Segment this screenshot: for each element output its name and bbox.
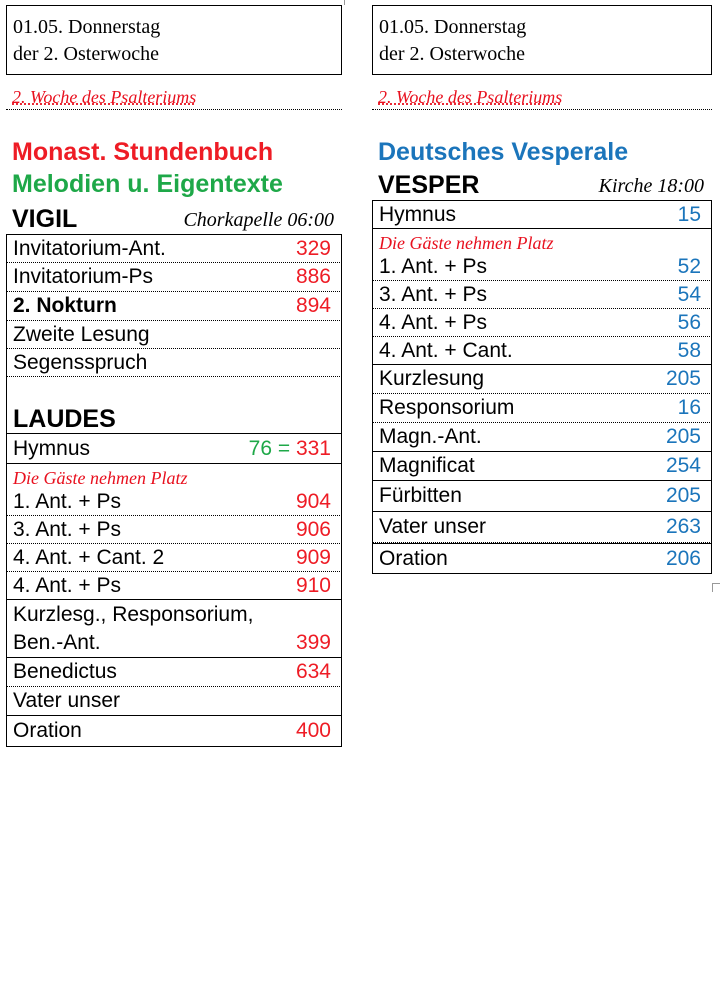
equals-sign: = <box>277 436 291 460</box>
row-label: Hymnus <box>379 202 457 226</box>
row-page: 400 <box>295 719 331 742</box>
row-label: Responsorium <box>379 396 515 419</box>
right-column <box>372 5 712 574</box>
laudes-row <box>6 544 342 572</box>
week-line: der 2. Osterwoche <box>13 43 160 65</box>
laudes-row <box>6 516 342 544</box>
row-page: 15 <box>677 202 701 226</box>
row-page: 909 <box>295 545 331 569</box>
kurz-row <box>6 629 342 658</box>
row-label: Magn.-Ant. <box>379 425 482 448</box>
row-label: 4. Ant. + Ps <box>13 573 121 597</box>
row-label: 3. Ant. + Ps <box>13 517 121 541</box>
row-label: 4. Ant. + Cant. 2 <box>13 545 165 569</box>
psalter-week-text: 2. Woche des Psalteriums <box>12 87 197 107</box>
row-page: 205 <box>665 484 701 507</box>
guests-note: Die Gäste nehmen Platz <box>372 229 712 253</box>
tail-row <box>6 716 342 747</box>
tail-row <box>6 658 342 687</box>
row-page: 910 <box>295 573 331 597</box>
book-subtitle: Melodien u. Eigentexte <box>12 170 283 198</box>
book-title: Monast. Stundenbuch <box>12 138 274 166</box>
hymnus-row <box>6 433 342 464</box>
hymnus-row <box>372 200 712 229</box>
row-page: 54 <box>677 282 701 306</box>
date-line: 01.05. Donnerstag <box>379 16 527 38</box>
row-page: 886 <box>295 265 331 288</box>
row-page: 906 <box>295 517 331 541</box>
row-page: 16 <box>677 396 701 419</box>
hymnus-alt-page: 76 <box>248 436 272 460</box>
date-line: 01.05. Donnerstag <box>13 16 161 38</box>
vesper-row <box>372 452 712 481</box>
row-page: 399 <box>295 631 331 654</box>
vesper-place-time: Kirche 18:00 <box>598 175 704 197</box>
vigil-row <box>6 321 342 349</box>
row-label: Vater unser <box>13 689 120 712</box>
row-label: Ben.-Ant. <box>13 631 101 654</box>
vigil-row <box>6 234 342 263</box>
row-page: 205 <box>665 367 701 390</box>
kurz-line: Kurzlesg., Responsorium, <box>6 600 342 629</box>
book-title: Deutsches Vesperale <box>378 138 629 166</box>
week-line: der 2. Osterwoche <box>379 43 526 65</box>
row-label: Kurzlesung <box>379 367 485 390</box>
vesper-row <box>372 337 712 365</box>
date-box <box>6 5 342 75</box>
row-page: 56 <box>677 310 701 334</box>
laudes-heading: LAUDES <box>6 405 342 433</box>
vesper-row <box>372 394 712 423</box>
row-label: Invitatorium-Ant. <box>13 236 166 260</box>
psalter-week <box>6 75 342 110</box>
section-gap <box>6 377 342 405</box>
row-page: 894 <box>295 294 331 317</box>
psalter-week-text: 2. Woche des Psalteriums <box>378 87 563 107</box>
row-page: 904 <box>295 489 331 513</box>
row-page: 206 <box>665 546 701 570</box>
corner-mark <box>712 583 720 592</box>
row-label: 1. Ant. + Ps <box>13 489 121 513</box>
vesper-row <box>372 365 712 394</box>
vigil-row <box>6 349 342 377</box>
row-label: 4. Ant. + Ps <box>379 310 487 334</box>
row-page: 329 <box>295 236 331 260</box>
hymnus-pages <box>249 437 331 461</box>
row-page: 254 <box>665 454 701 477</box>
corner-mark <box>344 0 353 5</box>
vesper-row <box>372 543 712 574</box>
vesper-row <box>372 309 712 337</box>
row-label: Oration <box>13 719 82 742</box>
row-label: Zweite Lesung <box>13 322 150 346</box>
row-label: Oration <box>379 546 448 570</box>
row-label: 3. Ant. + Ps <box>379 282 487 306</box>
vigil-row <box>6 292 342 321</box>
row-label: 2. Nokturn <box>13 294 117 317</box>
row-label: Magnificat <box>379 454 475 477</box>
row-label: 4. Ant. + Cant. <box>379 338 513 362</box>
vesper-row <box>372 512 712 543</box>
vesper-row <box>372 253 712 281</box>
vesper-row <box>372 481 712 512</box>
psalter-week <box>372 75 712 110</box>
laudes-row <box>6 488 342 516</box>
vigil-row <box>6 263 342 292</box>
row-page: 634 <box>295 660 331 683</box>
vigil-header <box>6 200 342 234</box>
row-page: 52 <box>677 254 701 278</box>
row-page: 205 <box>665 425 701 448</box>
guests-note: Die Gäste nehmen Platz <box>6 464 342 488</box>
row-page: 263 <box>665 515 701 538</box>
row-label: Segensspruch <box>13 350 148 374</box>
laudes-row <box>6 572 342 600</box>
tail-row <box>6 687 342 716</box>
row-label: Hymnus <box>13 436 91 460</box>
row-label: Invitatorium-Ps <box>13 265 154 288</box>
row-label: Benedictus <box>13 660 117 683</box>
row-label: 1. Ant. + Ps <box>379 254 487 278</box>
row-page: 58 <box>677 338 701 362</box>
vesper-row <box>372 281 712 309</box>
vigil-heading: VIGIL <box>12 205 78 233</box>
vesper-heading: VESPER <box>378 171 480 199</box>
vesper-header <box>372 168 712 200</box>
left-column <box>6 5 342 747</box>
vesper-row <box>372 423 712 452</box>
row-label: Vater unser <box>379 515 486 538</box>
row-page: 331 <box>295 436 331 460</box>
row-label: Fürbitten <box>379 484 462 507</box>
date-box <box>372 5 712 75</box>
vigil-place-time: Chorkapelle 06:00 <box>183 209 334 231</box>
